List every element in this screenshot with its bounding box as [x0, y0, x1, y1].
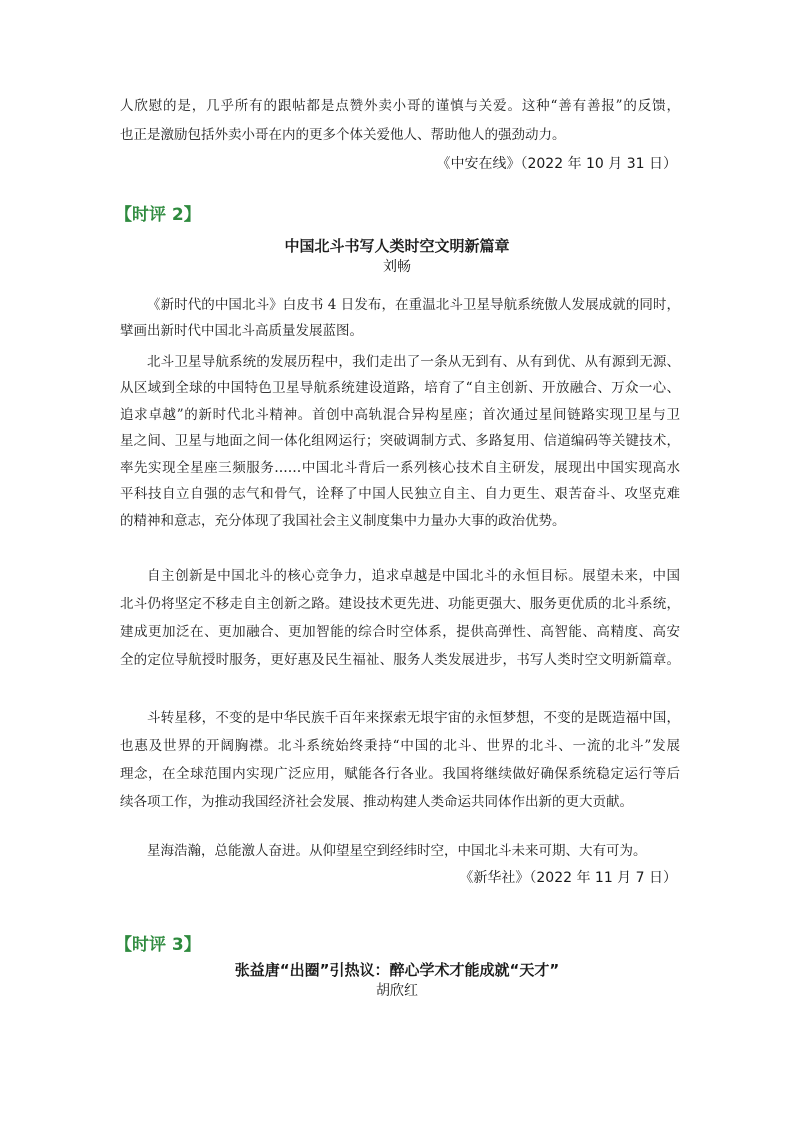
paragraph-line: 追求卓越”的新时代北斗精神。首创中高轨混合异构星座；首次通过星间链路实现卫星与卫 — [120, 407, 680, 423]
paragraph-line: 《新时代的中国北斗》白皮书 4 日发布，在重温北斗卫星导航系统傲人发展成就的同时， — [147, 297, 680, 313]
section-label-review-3: 【时评 3】 — [115, 935, 201, 955]
article-title: 张益唐“出圈”引热议：醉心学术才能成就“天才” — [234, 961, 560, 979]
paragraph-line: 率先实现全星座三频服务……中国北斗背后一系列核心技术自主研发，展现出中国实现高水 — [120, 460, 680, 476]
paragraph-line: 北斗卫星导航系统的发展历程中，我们走出了一条从无到有、从有到优、从有源到无源、 — [147, 354, 680, 370]
paragraph-line: 的精神和意志，充分体现了我国社会主义制度集中力量办大事的政治优势。 — [120, 513, 566, 529]
paragraph-line: 自主创新是中国北斗的核心竞争力，追求卓越是中国北斗的永恒目标。展望未来，中国 — [147, 568, 680, 584]
paragraph-line: 北斗仍将坚定不移走自主创新之路。建设技术更先进、功能更强大、服务更优质的北斗系统， — [120, 596, 680, 612]
paragraph-line: 擘画出新时代中国北斗高质量发展蓝图。 — [120, 323, 363, 339]
source-citation: 《中安在线》（2022 年 10 月 31 日） — [436, 156, 677, 172]
paragraph-line: 平科技自立自强的志气和骨气，诠释了中国人民独立自主、自力更生、艰苦奋斗、攻坚克难 — [120, 486, 680, 502]
paragraph-line: 星之间、卫星与地面之间一体化组网运行；突破调制方式、多路复用、信道编码等关键技术， — [120, 433, 680, 449]
section-label-review-2: 【时评 2】 — [115, 205, 201, 225]
paragraph-line: 续各项工作，为推动我国经济社会发展、推动构建人类命运共同体作出新的更大贡献。 — [120, 794, 633, 810]
paragraph-line: 理念，在全球范围内实现广泛应用，赋能各行各业。我国将继续做好确保系统稳定运行等后 — [120, 766, 680, 782]
article-author: 刘畅 — [383, 259, 411, 275]
paragraph-line: 人欣慰的是，几乎所有的跟帖都是点赞外卖小哥的谨慎与关爱。这种“善有善报”的反馈， — [120, 98, 680, 114]
article-author: 胡欣红 — [376, 983, 418, 999]
source-citation: 《新华社》（2022 年 11 月 7 日） — [459, 870, 677, 886]
paragraph-line: 也惠及世界的开阔胸襟。北斗系统始终秉持“中国的北斗、世界的北斗、一流的北斗”发展 — [120, 738, 680, 754]
paragraph-line: 星海浩瀚，总能激人奋进。从仰望星空到经纬时空，中国北斗未来可期、大有可为。 — [147, 843, 647, 859]
paragraph-line: 也正是激励包括外卖小哥在内的更多个体关爱他人、帮助他人的强劲动力。 — [120, 127, 566, 143]
paragraph-line: 建成更加泛在、更加融合、更加智能的综合时空体系，提供高弹性、高智能、高精度、高安 — [120, 624, 680, 640]
article-title: 中国北斗书写人类时空文明新篇章 — [284, 237, 510, 255]
paragraph-line: 从区域到全球的中国特色卫星导航系统建设道路，培育了“自主创新、开放融合、万众一心、 — [120, 380, 680, 396]
paragraph-line: 全的定位导航授时服务，更好惠及民生福祉、服务人类发展进步，书写人类时空文明新篇章。 — [120, 652, 680, 668]
paragraph-line: 斗转星移，不变的是中华民族千百年来探索无垠宇宙的永恒梦想，不变的是既造福中国， — [147, 710, 680, 726]
